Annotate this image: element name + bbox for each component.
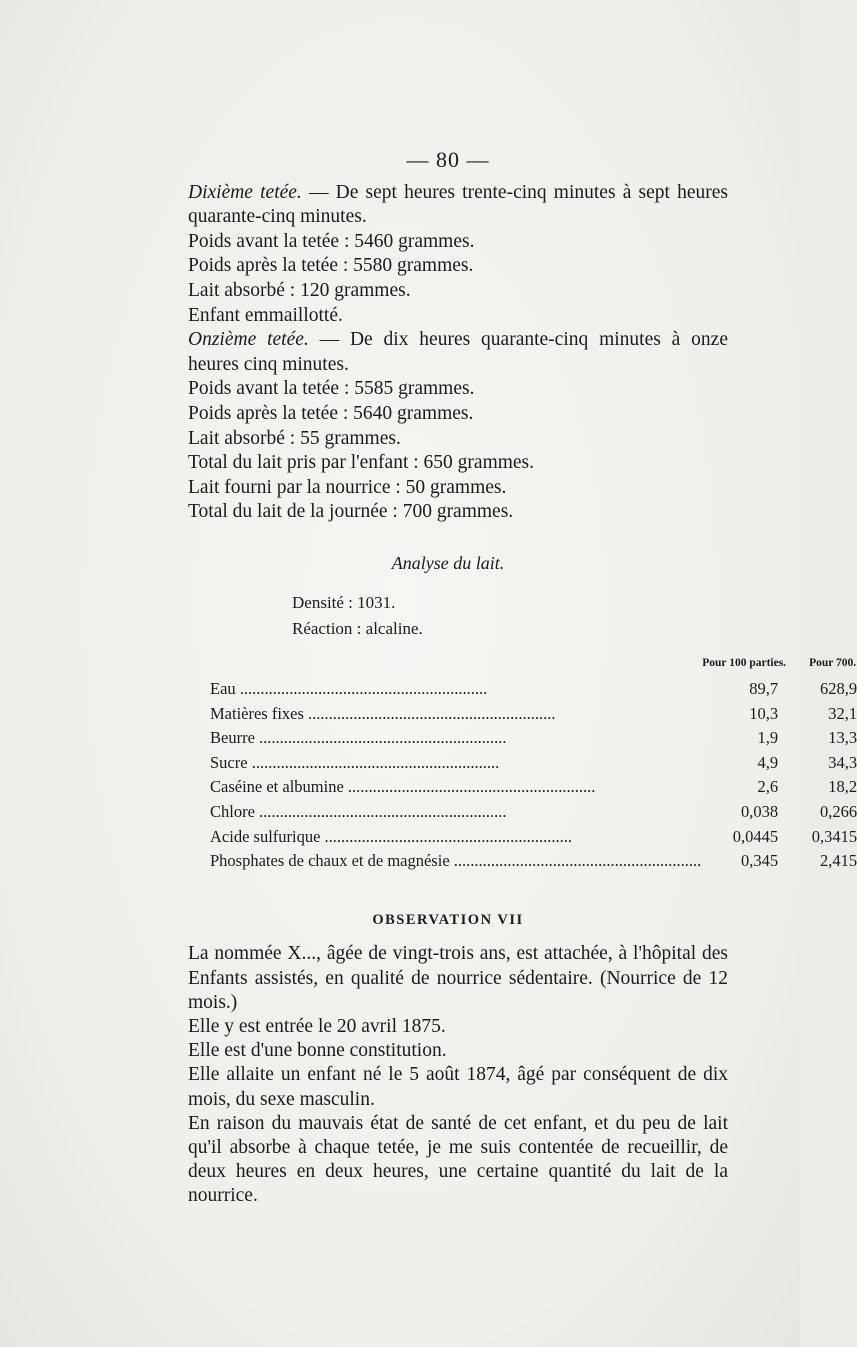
tetee10-title: Dixième tetée. bbox=[188, 181, 302, 203]
table-row bbox=[210, 825, 857, 850]
observation-title: OBSERVATION VII bbox=[372, 911, 524, 928]
tetee10-paragraph bbox=[168, 181, 728, 230]
table-row bbox=[210, 849, 857, 874]
line: Lait absorbé : 55 grammes. bbox=[188, 427, 401, 449]
row-value-700: 0,3415 bbox=[811, 826, 857, 846]
line: Poids après la tetée : 5580 grammes. bbox=[188, 255, 474, 277]
row-value-100: 4,9 bbox=[757, 752, 779, 772]
table-row bbox=[210, 800, 857, 825]
row-value-700: 2,415 bbox=[820, 851, 857, 871]
page-content bbox=[168, 147, 857, 1209]
col-header-100: Pour 100 parties. bbox=[702, 656, 787, 669]
analysis-table bbox=[210, 650, 857, 874]
row-value-100: 89,7 bbox=[749, 679, 779, 699]
row-value-100: 0,345 bbox=[740, 851, 779, 871]
row-value-100: 0,038 bbox=[740, 802, 779, 822]
row-label: Phosphates de chaux et de magnésie ............................................................ bbox=[210, 851, 702, 871]
observation-paragraph: Elle allaite un enfant né le 5 août 1874, âgé par conséquent de dix mois, du sexe masculin. bbox=[188, 1064, 728, 1110]
row-label: Beurre ............................................................ bbox=[210, 728, 507, 748]
table-row bbox=[210, 751, 857, 776]
row-value-100: 1,9 bbox=[757, 728, 779, 748]
table-row bbox=[210, 702, 857, 727]
line: Poids après la tetée : 5640 grammes. bbox=[188, 402, 474, 424]
observation-paragraph: Elle est d'une bonne constitution. bbox=[188, 1040, 447, 1062]
row-value-700: 34,3 bbox=[828, 752, 857, 772]
row-value-700: 0,266 bbox=[820, 802, 857, 822]
line: Total du lait pris par l'enfant : 650 grammes. bbox=[188, 452, 535, 474]
row-label: Acide sulfurique ............................................................ bbox=[210, 826, 573, 846]
row-value-100: 10,3 bbox=[749, 703, 779, 723]
row-value-700: 32,1 bbox=[828, 703, 857, 723]
row-value-700: 628,9 bbox=[820, 679, 857, 699]
line: Lait absorbé : 120 grammes. bbox=[188, 279, 411, 301]
density-line: Densité : 1031. bbox=[292, 592, 396, 612]
row-value-700: 18,2 bbox=[828, 777, 857, 797]
tetee11-text: — De dix heures quarante-cinq minutes à onze heures cinq minutes. bbox=[188, 329, 728, 375]
observation-paragraph: Elle y est entrée le 20 avril 1875. bbox=[188, 1016, 446, 1038]
page-number: — 80 — bbox=[406, 147, 490, 172]
row-value-100: 2,6 bbox=[757, 777, 779, 797]
table-header-row bbox=[210, 650, 857, 678]
reaction-line: Réaction : alcaline. bbox=[292, 618, 423, 638]
row-label: Chlore ............................................................ bbox=[210, 802, 507, 822]
tetee11-paragraph bbox=[168, 328, 728, 377]
line: Poids avant la tetée : 5585 grammes. bbox=[188, 378, 475, 400]
tetee11-title: Onzième tetée. bbox=[188, 329, 309, 351]
row-value-100: 0,0445 bbox=[732, 826, 779, 846]
table-row bbox=[210, 775, 857, 800]
row-label: Caséine et albumine ............................................................ bbox=[210, 777, 596, 797]
observation-paragraph: La nommée X..., âgée de vingt-trois ans, est attachée, à l'hôpital des Enfants assistés, en qualité de nourrice sédentaire. (Nourrice de 12 mois.) bbox=[188, 943, 728, 1013]
analysis-title: Analyse du lait. bbox=[391, 552, 505, 573]
line: Poids avant la tetée : 5460 grammes. bbox=[188, 230, 475, 252]
observation-paragraph: En raison du mauvais état de santé de cet enfant, et du peu de lait qu'il absorbe à chaque tetée, je me suis contentée de recueillir, de deux heures en deux heures, une certaine quantité du lait de la nourrice. bbox=[188, 1112, 728, 1207]
col-header-700: Pour 700. bbox=[809, 656, 857, 669]
row-label: Eau ............................................................ bbox=[210, 679, 488, 699]
analysis-meta bbox=[168, 590, 728, 642]
line: Total du lait de la journée : 700 grammes. bbox=[188, 501, 514, 523]
row-value-700: 13,3 bbox=[828, 728, 857, 748]
table-row bbox=[210, 677, 857, 702]
row-label: Sucre ............................................................ bbox=[210, 752, 500, 772]
line: Enfant emmaillotté. bbox=[188, 304, 343, 326]
tetee10-text: — De sept heures trente-cinq minutes à sept heures quarante-cinq minutes. bbox=[188, 181, 729, 228]
row-label: Matières fixes ............................................................ bbox=[210, 703, 556, 723]
table-row bbox=[210, 726, 857, 751]
line: Lait fourni par la nourrice : 50 grammes. bbox=[188, 476, 507, 498]
